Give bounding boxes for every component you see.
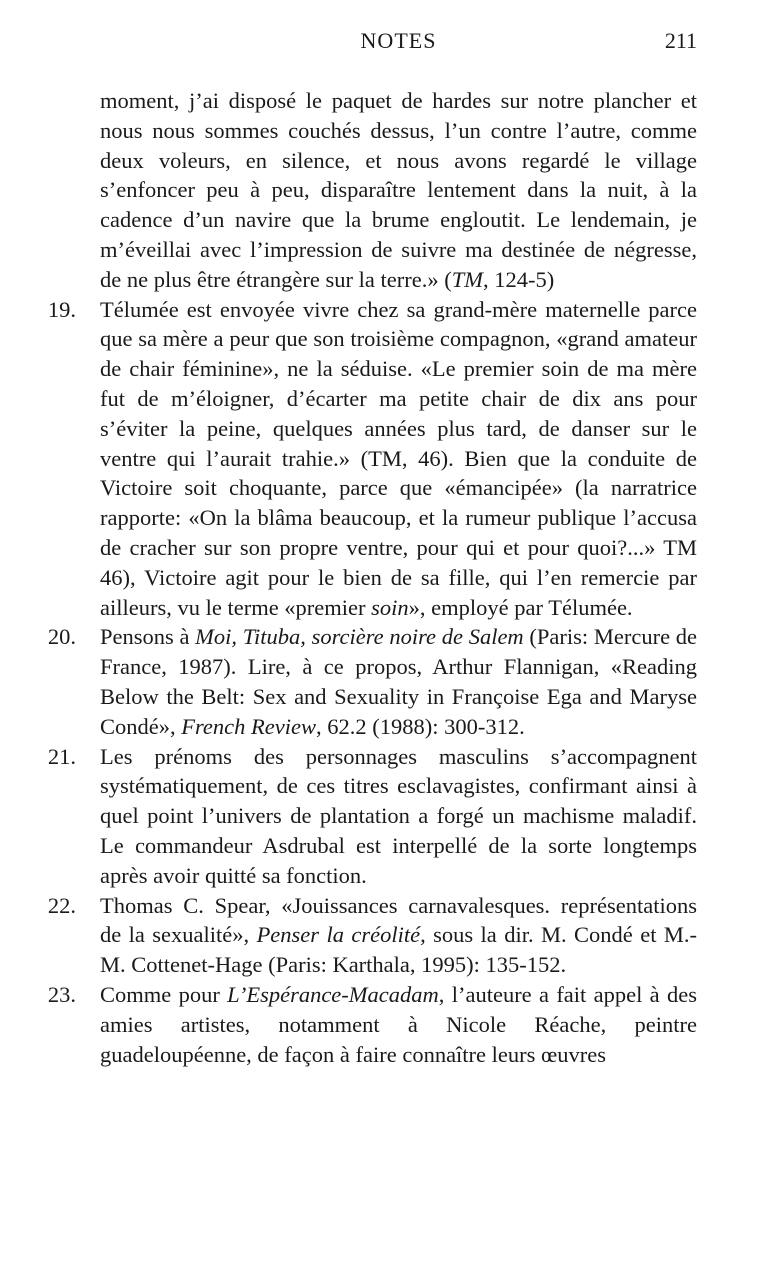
note-italic: Penser la créolité, (256, 922, 426, 948)
note-text-part: , l’auteure a fait appel à des amies artistes, notamment à Nicole Réache, peintre guadeloupéenne, de façon à faire connaître leurs œuvres (100, 981, 697, 1067)
note-italic: Moi, Tituba, sorcière noire de Salem (195, 624, 524, 650)
note-text-part: (Paris: Mercure de France, 1987). Lire, à ce propos, Arthur Flannigan, «Reading Below the Belt: Sex and Sexuality in Françoise Ega and Maryse Condé», (100, 624, 697, 739)
note-20 (47, 622, 697, 741)
note-text (100, 980, 697, 1069)
note-text-part: Thomas C. Spear, «Jouissances carnavalesques. représentations de la sexualité», (100, 892, 697, 948)
running-header (100, 22, 697, 62)
note-21 (47, 742, 697, 891)
note-number: 21. (47, 743, 76, 769)
note-text (100, 742, 697, 891)
note-text-part: », employé par Télumée. (408, 594, 633, 620)
note-22 (47, 891, 697, 980)
note-number: 22. (47, 892, 76, 918)
note-number: 20. (47, 624, 76, 650)
note-italic: French Review (181, 713, 316, 739)
note-text-part: Les prénoms des personnages masculins s’accompagnent systématiquement, de ces titres esclavagistes, confirmant ainsi à quel point l’univers de plantation a forgé un machisme maladif. Le commandeur Asdrubal est interpellé de la sorte longtemps après avoir quitté sa fonction. (100, 743, 697, 888)
page-number: 211 (664, 28, 697, 53)
note-text-part: Comme pour (100, 981, 228, 1007)
note-number: 19. (47, 296, 76, 322)
reference-pages: , 124-5) (482, 266, 555, 292)
running-title: NOTES (360, 28, 437, 53)
note-italic: L’Espérance-Macadam (227, 981, 439, 1007)
note-number: 23. (47, 981, 76, 1007)
note-23 (47, 980, 697, 1069)
note-text (100, 295, 697, 623)
reference-abbrev: TM (451, 266, 483, 292)
notes-body (47, 86, 697, 1069)
note-continuation (100, 86, 697, 295)
continuation-text: moment, j’ai disposé le paquet de hardes sur notre plancher et nous nous sommes couchés dessus, l’un contre l’autre, comme deux voleurs, en silence, et nous avons regardé le village s’enfoncer peu à peu, disparaître lentement dans la nuit, à la cadence d’un navire que la brume engloutit. Le lendemain, je m’éveillai avec l’impression de suivre ma destinée de négresse, de ne plus être étrangère sur la terre.» ( (100, 88, 697, 292)
note-text (100, 622, 697, 741)
note-19 (47, 295, 697, 623)
note-text-part: sous la dir. M. Condé et M.-M. Cottenet-Hage (Paris: Karthala, 1995): 135-152. (100, 922, 697, 978)
note-text (100, 891, 697, 980)
note-text-part: Pensons à (100, 624, 196, 650)
note-text-part: Télumée est envoyée vivre chez sa grand-mère maternelle parce que sa mère a peur que son troisième compagnon, «grand amateur de chair féminine», ne la séduise. «Le premier soin de ma mère fut de m’éloigner, d’écarter ma petite chair de dix ans pour s’éviter la peine, quelques années plus tard, de danser sur le ventre qui l’aurait trahie.» (TM, 46). Bien que la conduite de Victoire soit choquante, parce que «émancipée» (la narratrice rapporte: «On la blâma beaucoup, et la rumeur publique l’accusa de cracher sur son propre ventre, pour qui et pour quoi?...» TM 46), Victoire agit pour le bien de sa fille, qui l’en remercie par ailleurs, vu le terme «premier (100, 296, 697, 620)
note-italic: soin (371, 594, 409, 620)
note-text-part: , 62.2 (1988): 300-312. (315, 713, 525, 739)
